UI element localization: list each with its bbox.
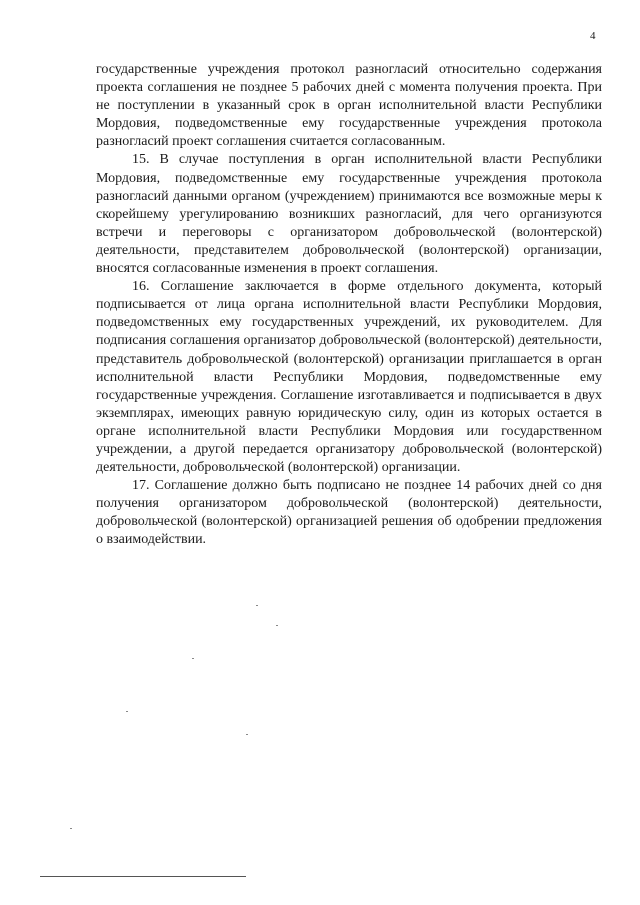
paragraph-14-continuation: государственные учреждения протокол разногласий относительно содержания проекта соглашения не позднее 5 рабочих дней с момента получения проекта. При не поступлении в указанный срок в орган исполнительной власти Республики Мордовия, подведомственные ему государственные учреждения протокола разногласий проект соглашения считается согласованным. <box>96 62 602 150</box>
document-body <box>96 61 602 550</box>
scan-speck <box>246 734 248 735</box>
scan-edge-line <box>40 876 246 877</box>
paragraph-16: 16. Соглашение заключается в форме отдельного документа, который подписывается от лица органа исполнительной власти Республики Мордовия, подведомственных ему государственных учреждений, их руководителем. Для подписания соглашения организатор добровольческой (волонтерской) деятельности, представитель добровольческой (волонтерской) организации приглашается в орган исполнительной власти Республики Мордовия, подведомственные ему государственные учреждения. Соглашение изготавливается и подписывается в двух экземплярах, имеющих равную юридическую силу, один из которых остается в органе исполнительной власти Республики Мордовия или государственном учреждении, а другой передается организатору добровольческой (волонтерской) деятельности, добровольческой (волонтерской) организации. <box>96 279 602 476</box>
scan-speck <box>192 658 194 659</box>
scan-speck <box>126 711 128 712</box>
page-number: 4 <box>590 30 596 42</box>
paragraph-15: 15. В случае поступления в орган исполнительной власти Республики Мордовия, подведомственные ему государственные учреждения протокола разногласий данными органом (учреждением) принимаются все возможные меры к скорейшему урегулированию возникших разногласий, для чего организуются встречи и переговоры с организатором добровольческой (волонтерской) деятельности, представителем добровольческой (волонтерской) организации, вносятся согласованные изменения в проект соглашения. <box>96 152 602 277</box>
scan-speck <box>256 605 258 606</box>
scan-speck <box>276 625 278 626</box>
paragraph-17: 17. Соглашение должно быть подписано не позднее 14 рабочих дней со дня получения организатором добровольческой (волонтерской) деятельности, добровольческой (волонтерской) организацией решения об одобрении предложения о взаимодействии. <box>96 478 602 548</box>
scan-speck <box>70 828 72 829</box>
